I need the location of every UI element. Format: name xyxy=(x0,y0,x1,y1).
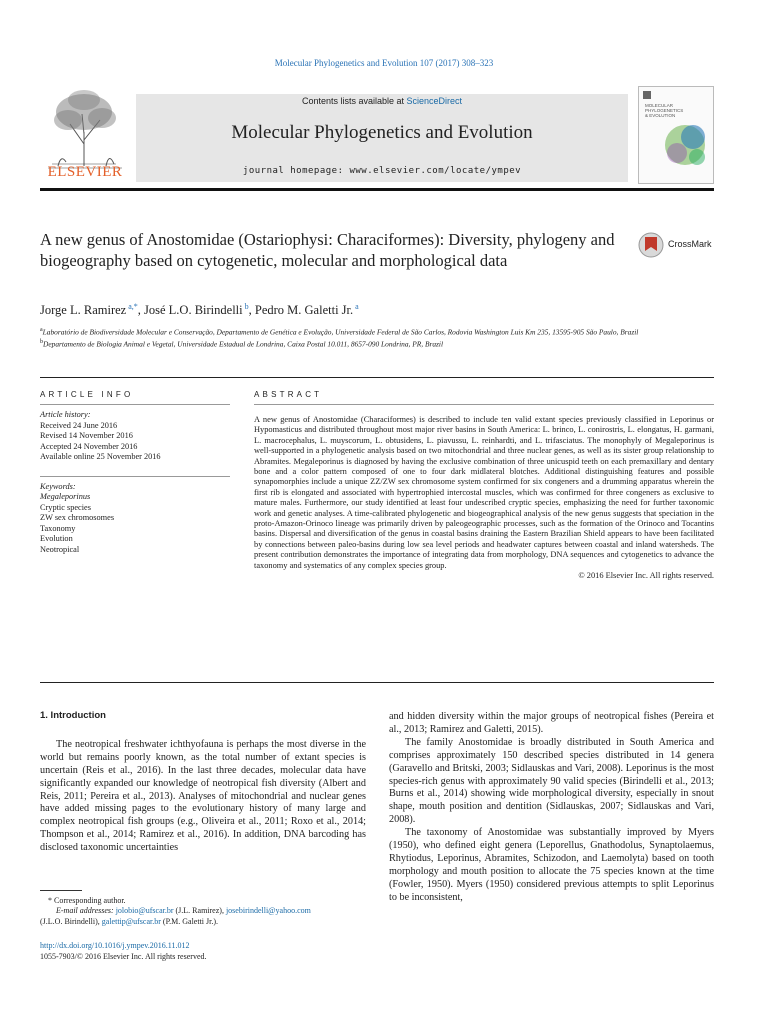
journal-band xyxy=(136,94,628,182)
affiliations xyxy=(40,325,720,350)
article-history xyxy=(40,410,230,463)
crossmark-label: CrossMark xyxy=(668,239,712,249)
author-separator: , xyxy=(248,303,255,318)
history-accepted: Accepted 24 November 2016 xyxy=(40,441,138,451)
journal-homepage-line xyxy=(136,166,628,176)
homepage-link[interactable]: www.elsevier.com/locate/ympev xyxy=(349,166,522,176)
doi-link[interactable]: http://dx.doi.org/10.1016/j.ympev.2016.11.012 xyxy=(40,941,190,950)
header-rule xyxy=(40,188,714,191)
info-rule xyxy=(40,476,230,477)
intro-column-left xyxy=(40,710,366,855)
intro-paragraph: The family Anostomidae is broadly distributed in South America and comprises approximately 150 described species distributed in 14 genera (Garavello and Britski, 2003; Sidlauskas and Vari, 2008). Leporinus is the most species-rich genus with approximately 90 valid species (Birindelli et al., 2013; Burns et al., 2014) showing wide morphological diversity, especially in snout shape, mouth position and dentition (Sidlauskas, 2007; Sidlauskas and Vari, 2008). xyxy=(389,736,714,826)
keywords xyxy=(40,482,230,556)
author-affiliation-mark[interactable]: a xyxy=(353,302,359,311)
elsevier-wordmark: ELSEVIER xyxy=(47,164,123,180)
keywords-label: Keywords: xyxy=(40,481,76,491)
footnote-rule xyxy=(40,890,82,891)
affiliation-a: $^a$Laboratório de Biodiversidade Molecular e Conservação, Departamento de Genética e Evolução, Universidade Federal de São Carlos, Rodovia Washington Luis Km 235, 13595-905 São Paulo, Brazil xyxy=(40,327,639,337)
email-line: E-mail addresses: jolobio@ufscar.br (J.L. Ramirez), josebirindelli@yahoo.com xyxy=(56,906,311,916)
article-info-heading: ARTICLE INFO xyxy=(40,390,134,399)
crossmark-icon xyxy=(638,231,664,259)
abstract-rule xyxy=(254,404,714,405)
info-rule xyxy=(40,404,230,405)
email-link[interactable]: josebirindelli@yahoo.com xyxy=(225,906,311,916)
abstract-text: A new genus of Anostomidae (Characiformes) is described to include ten valid extant species previously classified in Leporinus or Hypomasticus and distributed throughout most major river basins in South America: L. brinco, L. conirostris, L. elongatus, H. garmani, L. macrocephalus, L. muyscorum, L. obtusidens, L. piavussu, L. reinhardti, and L. trifasciatus. The monophyly of Megaleporinus is well-supported in a phylogenetic analysis based on two mitochondrial and three nuclear genes, as well as its sister group relationship to Abramites. Megaleporinus is diagnosed by having the exclusive combination of three unicuspid teeth on each premaxillary and dentary bone and a color pattern composed of one to four dark midlateral blotches. Additional distinguishing features and possible synapomorphies include a unique ZZ/ZW sex chromosome system confirmed for six congeners and a drumming apparatus wherein the first rib is elongated and associated with hypertrophied intercostal muscles, which was confirmed for three congeners as exclusive to mature males. Furthermore, our study identified at least four undescribed cryptic species, emphasizing the need for further taxonomic work and genetic analyses. A time-calibrated phylogenetic and biogeographical analysis of the new genus suggests that speciation in the proto-Amazon-Orinoco lineage was primarily driven by paleogeographic processes, such as the formation of the Orinoco and Tocantins basins. Dispersal and diversification of the genus in coastal basins draining the Eastern Brazilian Shield appears to have been facilitated by connections between paleo-basins during low sea level periods and headwater captures between coastal and inland watersheds. The present contribution demonstrates the importance of integrating data from morphology, DNA sequences and cytogenetics to advance the taxonomy and systematics of any complex species group. xyxy=(254,415,714,570)
keyword: Evolution xyxy=(40,534,73,543)
author-affiliation-mark[interactable]: b xyxy=(242,302,249,311)
keyword: ZW sex chromosomes xyxy=(40,513,115,522)
footnotes xyxy=(40,890,366,927)
journal-header xyxy=(40,80,714,186)
issn-line: 1055-7903/© 2016 Elsevier Inc. All rights reserved. xyxy=(40,952,207,961)
author-name: Jorge L. Ramirez xyxy=(40,303,127,318)
author-separator: , xyxy=(137,303,145,318)
email-link[interactable]: galettip@ufscar.br xyxy=(101,916,161,926)
intro-column-right xyxy=(389,711,714,905)
section-rule xyxy=(40,682,714,683)
keyword: Neotropical xyxy=(40,544,80,554)
journal-citation[interactable]: Molecular Phylogenetics and Evolution 107 (2017) 308–323 xyxy=(274,58,494,68)
author-affiliation-mark[interactable]: a,* xyxy=(126,302,138,311)
journal-cover-thumbnail[interactable] xyxy=(638,86,714,184)
doi-block xyxy=(40,940,207,962)
elsevier-logo xyxy=(40,84,130,184)
keyword: Cryptic species xyxy=(40,502,91,512)
history-online: Available online 25 November 2016 xyxy=(40,452,161,461)
keyword: Taxonomy xyxy=(40,523,76,533)
keyword: Megaleporinus xyxy=(40,492,91,501)
email-line-2: (J.L.O. Birindelli), galettip@ufscar.br (P.M. Galetti Jr.). xyxy=(40,916,219,926)
contents-prefix: Contents lists available at xyxy=(301,96,407,106)
author-name: José L.O. Birindelli xyxy=(144,303,243,318)
abstract xyxy=(254,404,714,580)
homepage-prefix: journal homepage: xyxy=(242,166,350,176)
history-label: Article history: xyxy=(40,410,91,419)
journal-title: Molecular Phylogenetics and Evolution xyxy=(231,122,533,143)
history-revised: Revised 14 November 2016 xyxy=(40,431,133,440)
email-link[interactable]: jolobio@ufscar.br xyxy=(115,906,174,916)
article-title: A new genus of Anostomidae (Ostariophysi: Characiformes): Diversity, phylogeny and biogeography based on cytogenetic, molecular and morphological data xyxy=(40,230,615,270)
contents-line xyxy=(136,94,628,106)
intro-paragraph: The neotropical freshwater ichthyofauna is perhaps the most diverse in the world but remains poorly known, as the total number of extant species is uncertain (Reis et al., 2016). In the last three decades, molecular data have significantly expanded our knowledge of neotropical fish diversity (Albert and Reis, 2011; Pereira et al., 2013). Analyses of mitochondrial and nuclear genes have added missing pages to the evolutionary history of many large and complex neotropical fish groups (e.g., Oliveira et al., 2011; Roxo et al., 2014; Thompson et al., 2014; Ramirez et al., 2016). In addition, DNA barcoding has disclosed taxonomic uncertainties xyxy=(40,738,366,854)
intro-paragraph: and hidden diversity within the major groups of neotropical fishes (Pereira et al., 2013; Ramirez and Galetti, 2015). xyxy=(389,711,714,735)
abstract-heading: ABSTRACT xyxy=(254,390,323,399)
crossmark-badge[interactable] xyxy=(638,231,720,259)
section-rule xyxy=(40,377,714,378)
affiliation-b: $^b$Departamento de Biologia Animal e Vegetal, Universidade Estadual de Londrina, Caixa Postal 10.011, 8657-090 Londrina, PR, Brazil xyxy=(40,339,444,349)
history-received: Received 24 June 2016 xyxy=(40,420,118,430)
email-label: E-mail addresses: xyxy=(56,906,114,916)
intro-heading: 1. Introduction xyxy=(40,710,106,721)
cover-title: MOLECULAR PHYLOGENETICS & EVOLUTION xyxy=(645,103,684,118)
abstract-copyright: © 2016 Elsevier Inc. All rights reserved. xyxy=(578,571,714,581)
intro-paragraph: The taxonomy of Anostomidae was substantially improved by Myers (1950), who defined eight genera (Leporellus, Gnathodolus, Synaptolaemus, Rhytiodus, Leporinus, Abramites, Schizodon, and Laemolyta) based on tooth morphology and mouth position to allocate the 75 species known at the time (Fowler, 1950). Myers (1950) considered previous attempts to split Leporinus to be inconsistent, xyxy=(389,827,714,903)
article-info xyxy=(40,404,230,555)
corresponding-author-note: * Corresponding author. xyxy=(48,896,126,905)
author-list xyxy=(40,302,359,318)
author-name: Pedro M. Galetti Jr. xyxy=(254,303,354,318)
sciencedirect-link[interactable]: ScienceDirect xyxy=(406,96,463,106)
